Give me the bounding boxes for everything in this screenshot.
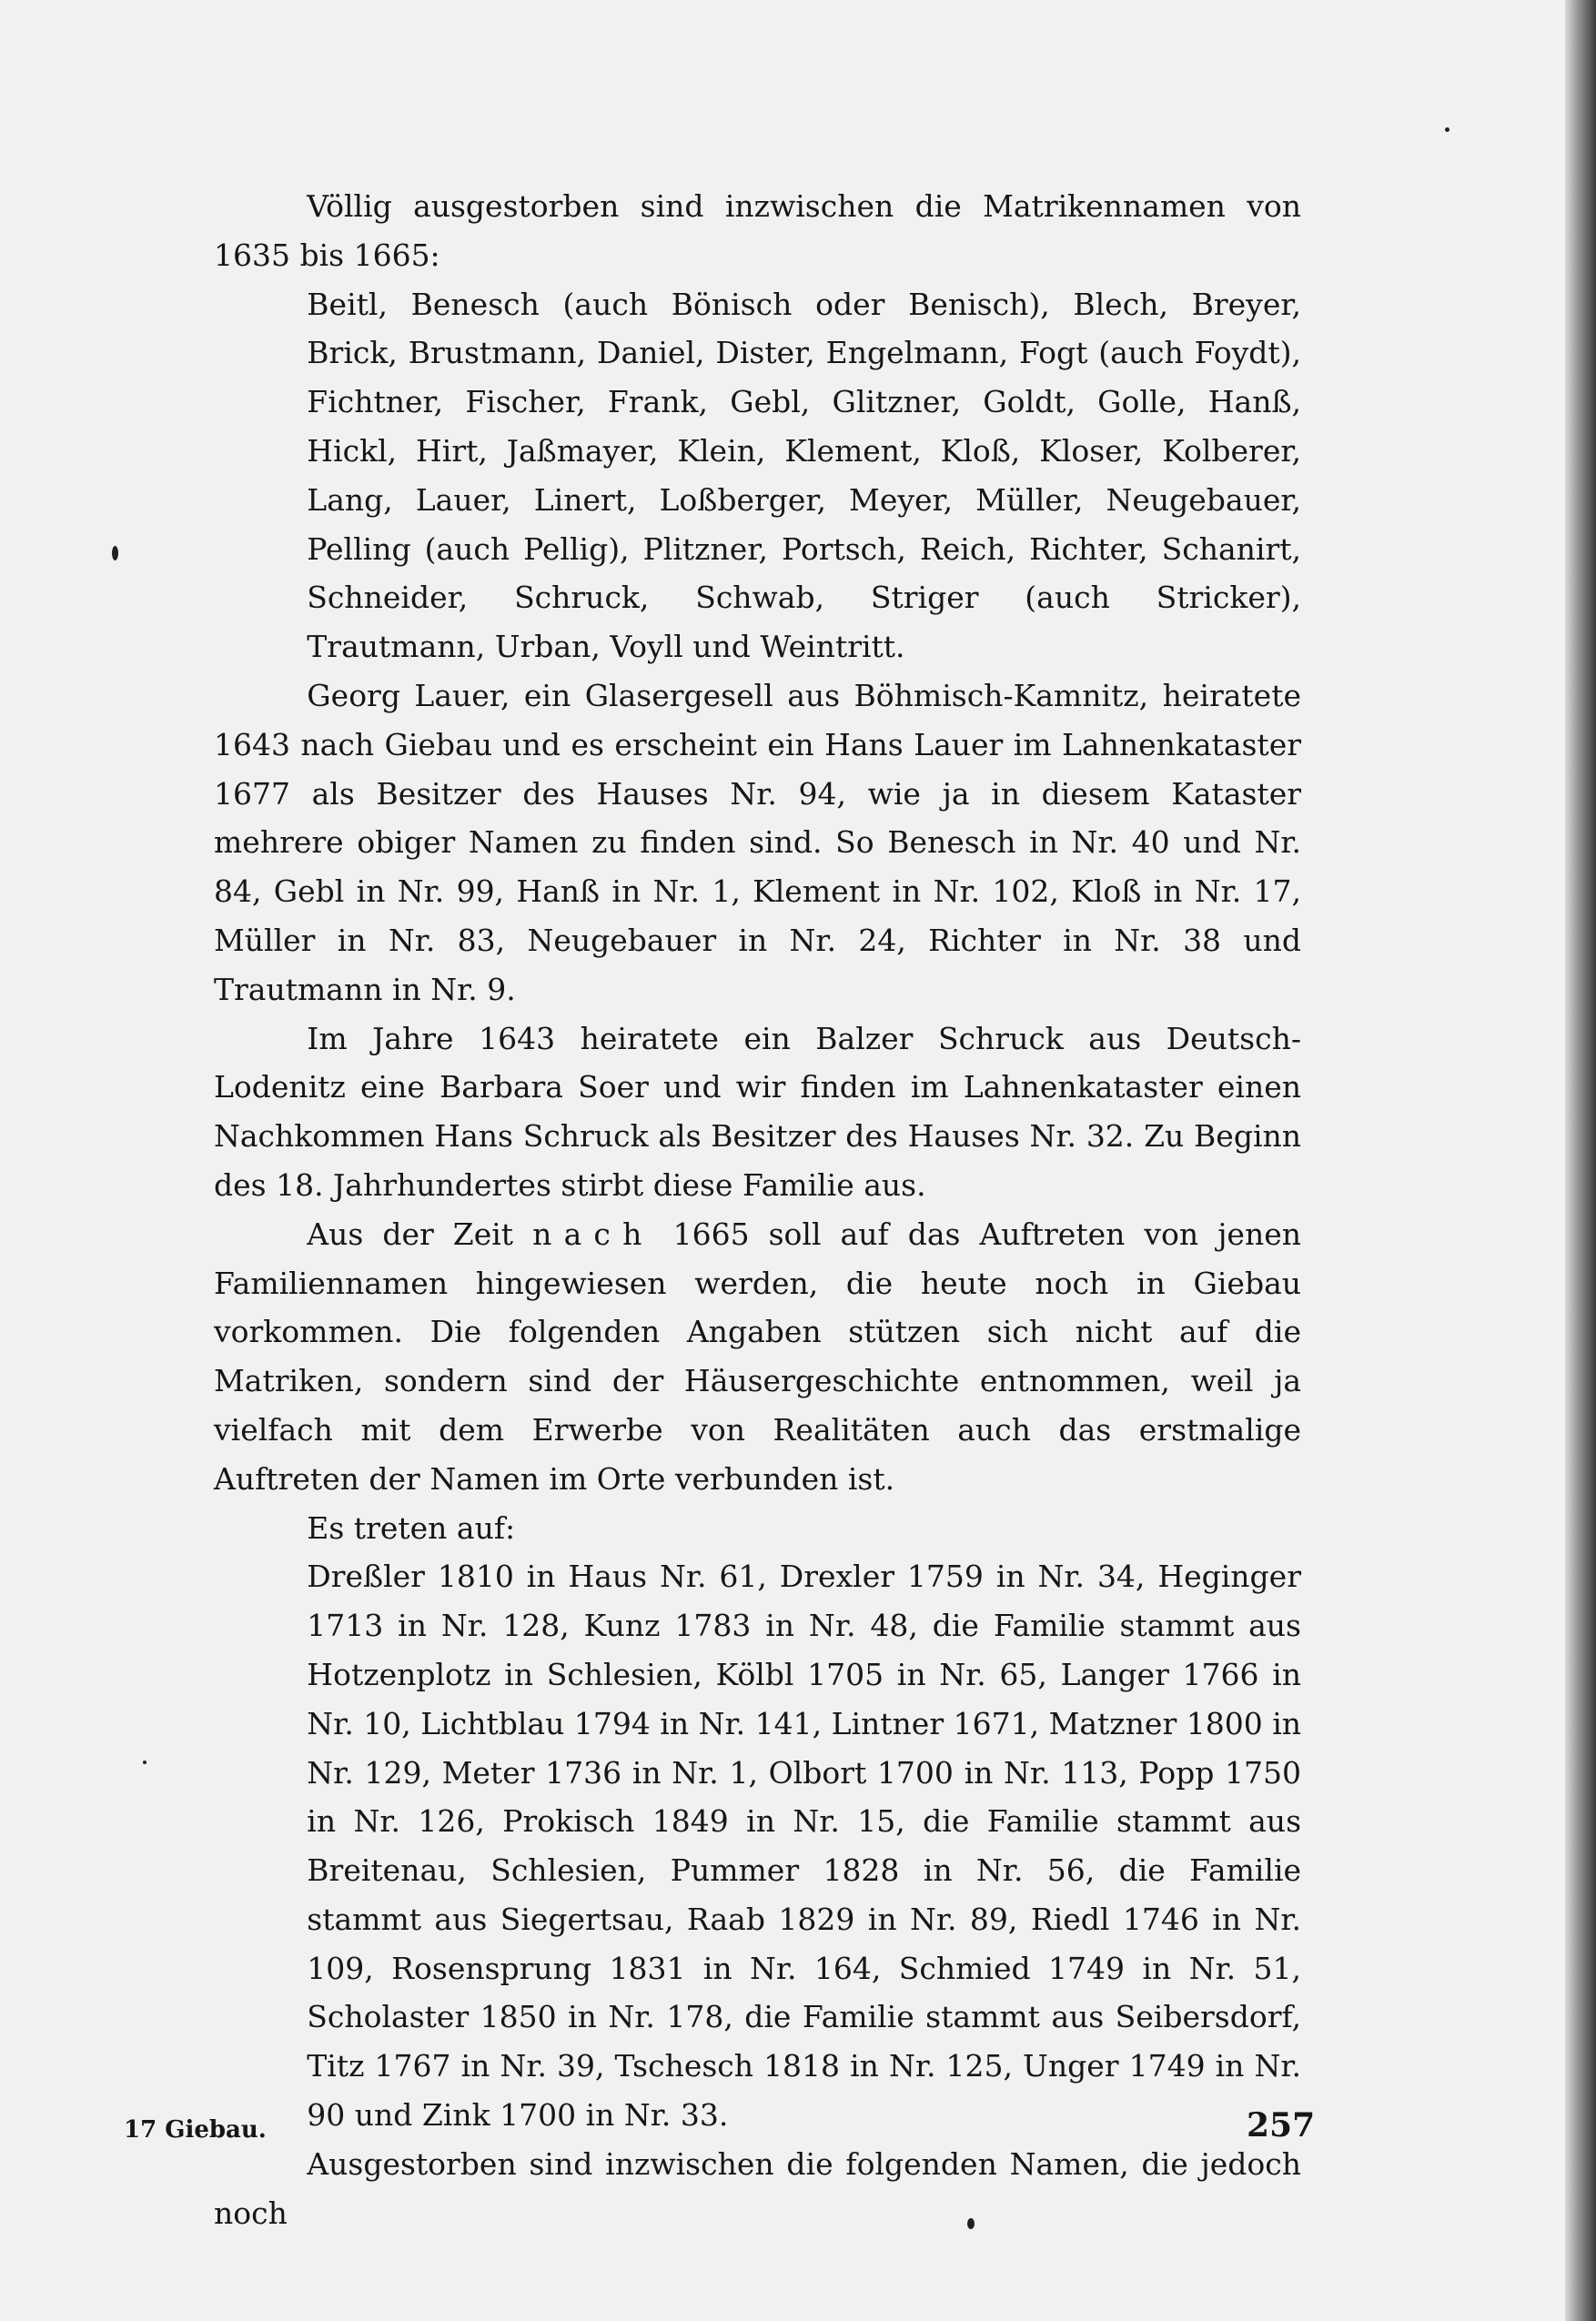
footer-signature: 17 Giebau. (124, 2116, 267, 2144)
ink-speck (143, 1761, 146, 1764)
ink-speck (1445, 127, 1450, 132)
paragraph-es-treten-auf: Es treten auf: (307, 1509, 516, 1546)
body-text (214, 182, 1301, 2237)
paragraph-extinct-names-intro: Völlig ausgestorben sind inzwischen die Matrikennamen von 1635 bis 1665: (214, 188, 1301, 273)
ink-speck (112, 546, 118, 560)
ink-speck (967, 2218, 975, 2229)
paragraph-balzer-schruck: Im Jahre 1643 heiratete ein Balzer Schruck aus Deutsch-Lodenitz eine Barbara Soer und wir finden im Lahnenkataster einen Nachkommen Hans Schruck als Besitzer des Hauses Nr. 32. Zu Beginn des 18. Jahrhundertes stirbt diese Familie aus. (214, 1020, 1301, 1203)
list-surviving-names: Dreßler 1810 in Haus Nr. 61, Drexler 1759 in Nr. 34, Heginger 1713 in Nr. 128, Kunz 1783 in Nr. 48, die Familie stammt aus Hotzenplotz in Schlesien, Kölbl 1705 in Nr. 65, Langer 1766 in Nr. 10, Lichtblau 1794 in Nr. 141, Lintner 1671, Matzner 1800 in Nr. 129, Meter 1736 in Nr. 1, Olbort 1700 in Nr. 113, Popp 1750 in Nr. 126, Prokisch 1849 in Nr. 15, die Familie stammt aus Breitenau, Schlesien, Pummer 1828 in Nr. 56, die Familie stammt aus Siegertsau, Raab 1829 in Nr. 89, Riedl 1746 in Nr. 109, Rosensprung 1831 in Nr. 164, Schmied 1749 in Nr. 51, Scholaster 1850 in Nr. 178, die Familie stammt aus Seibersdorf, Titz 1767 in Nr. 39, Tschesch 1818 in Nr. 125, Unger 1749 in Nr. 90 und Zink 1700 in Nr. 33. (307, 1559, 1302, 2134)
paragraph-georg-lauer: Georg Lauer, ein Glasergesell aus Böhmisch-Kamnitz, heiratete 1643 nach Giebau und es erscheint ein Hans Lauer im Lahnenkataster 1677 als Besitzer des Hauses Nr. 94, wie ja in diesem Kataster mehrere obiger Namen zu finden sind. So Benesch in Nr. 40 und Nr. 84, Gebl in Nr. 99, Hanß in Nr. 1, Klement in Nr. 102, Kloß in Nr. 17, Müller in Nr. 83, Neugebauer in Nr. 24, Richter in Nr. 38 und Trautmann in Nr. 9. (214, 677, 1301, 1007)
page-edge-shadow (1565, 0, 1596, 2321)
page-number: 257 (1247, 2106, 1316, 2144)
paragraph-after-1665 (214, 1210, 1301, 1504)
p4-start: Aus der Zeit (307, 1216, 514, 1252)
list-extinct-names: Beitl, Benesch (auch Bönisch oder Benisch), Blech, Breyer, Brick, Brustmann, Daniel, Dister, Engelmann, Fogt (auch Foydt), Fichtner, Fischer, Frank, Gebl, Glitzner, Goldt, Golle, Hanß, Hickl, Hirt, Jaßmayer, Klein, Klement, Kloß, Kloser, Kolberer, Lang, Lauer, Linert, Loßberger, Meyer, Müller, Neugebauer, Pelling (auch Pellig), Plitzner, Portsch, Reich, Richter, Schanirt, Schneider, Schruck, Schwab, Striger (auch Stricker), Trautmann, Urban, Voyll und Weintritt. (307, 286, 1301, 665)
paragraph-ausgestorben: Ausgestorben sind inzwischen die folgenden Namen, die jedoch noch (214, 2145, 1301, 2231)
p4-rest: 1665 soll auf das Auftreten von jenen Familiennamen hingewiesen werden, die heute noch in Giebau vorkommen. Die folgenden Angaben stützen sich nicht auf die Matriken, sondern sind der Häusergeschichte entnommen, weil ja vielfach mit dem Erwerbe von Realitäten auch das erstmalige Auftreten der Namen im Orte verbunden ist. (214, 1216, 1301, 1497)
p4-spaced-word: nach (532, 1216, 654, 1252)
